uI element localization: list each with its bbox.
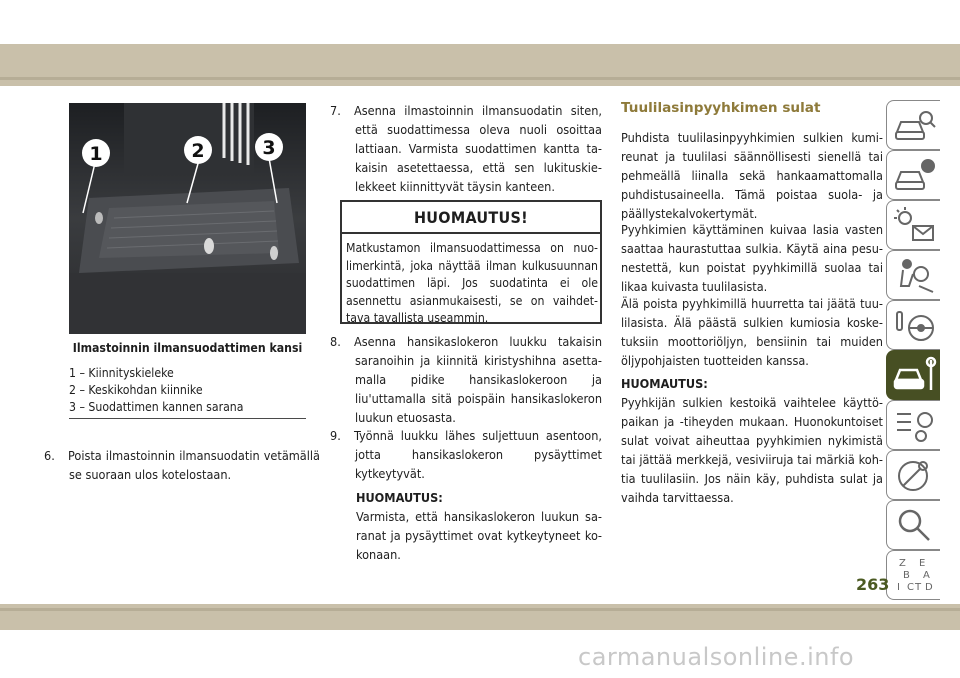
note-label: HUOMAUTUS: xyxy=(356,490,443,505)
wiper-note xyxy=(621,374,883,507)
svg-text:T: T xyxy=(915,582,922,593)
legend-item: 2 – Keskikohdan kiinnike xyxy=(69,383,203,397)
light-mail-icon[interactable] xyxy=(886,200,940,250)
legend-divider xyxy=(69,418,306,419)
notice-body: Matkustamon ilmansuodattimessa on nuolimerkintä, joka näyttää ilman kulkusuunnan suodattimen läpi. Jos suodatinta ei ole asennettu asianmukaisesti, se on vaihdettava tavallista useammin. xyxy=(346,241,598,325)
step-number: 7. xyxy=(330,103,341,118)
step-text: Asenna ilmastoinnin ilmansuodatin siten, että suodattimessa oleva nuoli osoittaa lattiaan. Varmista suodattimen kantta takaisin asetettaessa, että sen lukituskielekkeet kiinnittyvät täysin kanteen. xyxy=(354,103,602,194)
step-number: 8. xyxy=(330,334,341,349)
step-8 xyxy=(330,332,602,427)
note-label: HUOMAUTUS: xyxy=(621,376,708,391)
note-text: Pyyhkijän sulkien kestoikä vaihtelee käyttöpaikan ja -tiheyden mukaan. Huonokuntoiset sulat voivat aiheuttaa pyyhkimien nykimistä tai jättää merkkejä, vesiviiruja tai märkiä kohtia tuulilasiin. Jos näin käy, puhdista sulat ja vaihda tarvittaessa. xyxy=(621,395,883,505)
callout-1: 1 xyxy=(89,143,103,165)
figure-caption-title: Ilmastoinnin ilmansuodattimen kansi xyxy=(72,341,303,355)
callout-3: 3 xyxy=(262,137,276,159)
magnifier-icon[interactable] xyxy=(886,500,940,550)
svg-text:A: A xyxy=(923,570,930,581)
svg-text:I: I xyxy=(897,582,900,593)
legend-item: 1 – Kiinnityskieleke xyxy=(69,366,174,380)
notice-divider xyxy=(342,232,600,234)
car-wrench-icon[interactable] xyxy=(886,350,940,400)
step-number: 9. xyxy=(330,428,341,443)
figure-legend xyxy=(69,365,306,416)
wiper-heading: Tuulilasinpyyhkimen sulat xyxy=(621,100,821,116)
alphabet-index-icon[interactable] xyxy=(886,550,940,600)
svg-text:Z: Z xyxy=(899,558,906,569)
step-text: Työnnä luukku lähes suljettuun asentoon, jotta hansikaslokeron pysäyttimet kytkeytyvät. xyxy=(354,428,602,481)
wrench-circle-icon[interactable] xyxy=(886,450,940,500)
note-text: Varmista, että hansikaslokeron luukun saranat ja pysäyttimet ovat kytkeytyneet kokonaan. xyxy=(356,509,602,562)
watermark: carmanualsonline.info xyxy=(578,643,855,671)
svg-text:E: E xyxy=(919,558,926,569)
step-text: Asenna hansikaslokeron luukku takaisin saranoihin ja kiinnitä kiristyshihna asettamalla pidike hansikaslokeroon ja liu'uttamalla sitä poispäin hansikaslokeron luukun etuosasta. xyxy=(354,334,602,425)
page-number: 263 xyxy=(856,575,890,594)
callout-2: 2 xyxy=(191,140,205,162)
legend-item: 3 – Suodattimen kannen sarana xyxy=(69,400,244,414)
notice-title: HUOMAUTUS! xyxy=(413,208,529,227)
step-7 xyxy=(330,101,602,196)
steering-wheel-icon[interactable] xyxy=(886,300,940,350)
air-filter-cover-photo xyxy=(69,103,306,334)
wiper-paragraph: Pyyhkimien käyttäminen kuivaa lasia vasten saattaa haurastuttaa sulkia. Käytä aina pesunestettä, kun poistat pyyhkimillä suolaa tai likaa kuivasta tuulilasista. xyxy=(621,222,883,294)
step-number: 6. xyxy=(44,448,55,463)
airbag-person-icon[interactable] xyxy=(886,250,940,300)
wiper-paragraph: Puhdista tuulilasinpyyhkimien sulkien kumireunat ja tuulilasi säännöllisesti sienellä tai pehmeällä liinalla sekä hankaamattomalla puhdistusaineella. Tämä poistaa suola- ja päällystekalvokertymät. xyxy=(621,130,883,221)
glovebox-note xyxy=(356,488,602,564)
bottom-band xyxy=(0,604,960,630)
step-text: Poista ilmastoinnin ilmansuodatin vetämällä se suoraan ulos kotelostaan. xyxy=(68,448,320,482)
svg-text:B: B xyxy=(903,570,910,581)
car-search-icon[interactable] xyxy=(886,100,940,150)
notice-box xyxy=(340,200,602,324)
step-9 xyxy=(330,426,602,483)
svg-text:D: D xyxy=(925,582,933,593)
gears-list-icon[interactable] xyxy=(886,400,940,450)
svg-text:C: C xyxy=(907,582,914,593)
car-info-icon[interactable] xyxy=(886,150,940,200)
step-6 xyxy=(44,446,320,484)
wiper-paragraph: Älä poista pyyhkimillä huurretta tai jäätä tuulilasista. Älä päästä sulkien kumiosia kosketuksiin moottoriöljyn, bensiinin tai muiden öljypohjaisten tuotteiden kanssa. xyxy=(621,296,883,368)
top-band xyxy=(0,44,960,86)
